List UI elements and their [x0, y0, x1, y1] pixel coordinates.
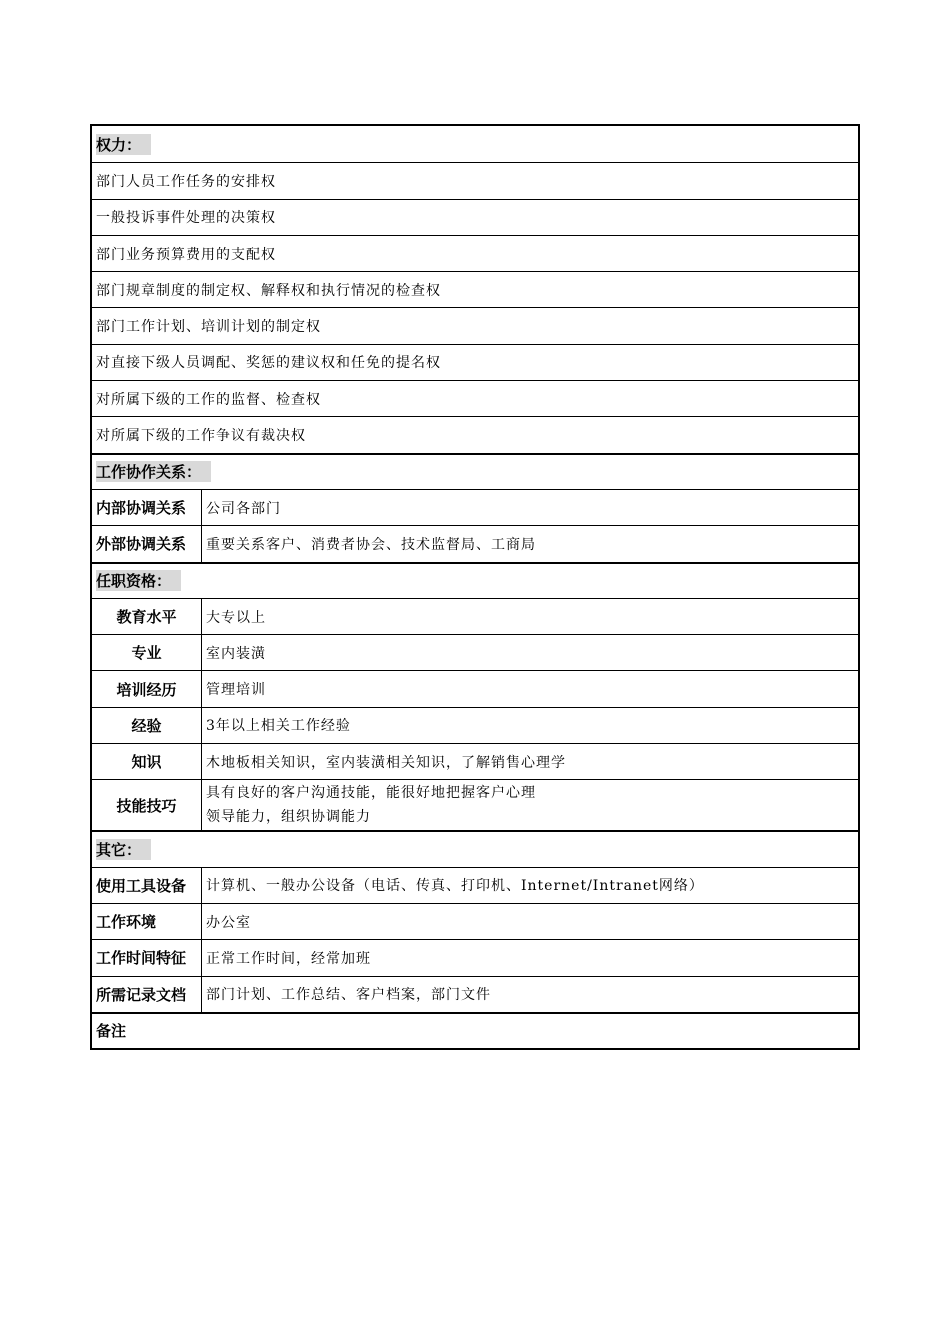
power-item — [92, 162, 858, 198]
power-text: 一般投诉事件处理的决策权 — [96, 210, 276, 227]
power-text: 对所属下级的工作争议有裁决权 — [96, 428, 306, 445]
field-label: 使用工具设备 — [92, 868, 202, 903]
other-row — [92, 903, 858, 939]
qualification-row — [92, 779, 858, 830]
field-value: 公司各部门 — [206, 500, 281, 517]
power-item — [92, 416, 858, 452]
relation-row — [92, 525, 858, 561]
section-title: 备注 — [96, 1022, 127, 1041]
other-row — [92, 867, 858, 903]
power-text: 对直接下级人员调配、奖惩的建议权和任免的提名权 — [96, 355, 441, 372]
field-value: 3年以上相关工作经验 — [206, 718, 351, 735]
section-title: 任职资格： — [96, 570, 181, 591]
field-value: 部门计划、工作总结、客户档案，部门文件 — [206, 987, 491, 1004]
other-row — [92, 976, 858, 1012]
section-title: 工作协作关系： — [96, 461, 211, 482]
field-value: 大专以上 — [206, 609, 266, 626]
power-item — [92, 344, 858, 380]
section-title: 其它： — [96, 839, 151, 860]
field-label: 工作环境 — [92, 904, 202, 939]
field-label: 培训经历 — [92, 671, 202, 706]
section-title: 权力： — [96, 134, 151, 155]
qualification-row — [92, 634, 858, 670]
section-header-powers — [92, 126, 858, 162]
power-text: 对所属下级的工作的监督、检查权 — [96, 391, 321, 408]
field-label: 知识 — [92, 744, 202, 779]
section-header-qualifications — [92, 562, 858, 598]
power-item — [92, 380, 858, 416]
field-value: 办公室 — [206, 914, 251, 931]
qualification-row — [92, 707, 858, 743]
power-item — [92, 235, 858, 271]
power-text: 部门人员工作任务的安排权 — [96, 173, 276, 190]
field-label: 外部协调关系 — [92, 526, 202, 561]
power-item — [92, 307, 858, 343]
qualification-row — [92, 670, 858, 706]
power-text: 部门工作计划、培训计划的制定权 — [96, 319, 321, 336]
power-item — [92, 271, 858, 307]
field-value: 管理培训 — [206, 682, 266, 699]
value-line: 领导能力，组织协调能力 — [206, 809, 371, 826]
field-label: 专业 — [92, 635, 202, 670]
field-value: 重要关系客户、消费者协会、技术监督局、工商局 — [206, 536, 536, 553]
field-value: 木地板相关知识，室内装潢相关知识，了解销售心理学 — [206, 754, 566, 771]
field-value: 计算机、一般办公设备（电话、传真、打印机、Internet/Intranet网络） — [206, 878, 704, 895]
other-row — [92, 939, 858, 975]
section-header-relations — [92, 453, 858, 489]
power-item — [92, 199, 858, 235]
field-value: 室内装潢 — [206, 645, 266, 662]
qualification-row — [92, 743, 858, 779]
section-header-others — [92, 830, 858, 866]
field-label: 所需记录文档 — [92, 977, 202, 1012]
qualification-row — [92, 598, 858, 634]
field-label: 工作时间特征 — [92, 940, 202, 975]
field-label: 内部协调关系 — [92, 490, 202, 525]
power-text: 部门规章制度的制定权、解释权和执行情况的检查权 — [96, 282, 441, 299]
field-value — [202, 780, 858, 830]
value-line: 具有良好的客户沟通技能，能很好地把握客户心理 — [206, 785, 536, 802]
field-value: 正常工作时间，经常加班 — [206, 950, 371, 967]
relation-row — [92, 489, 858, 525]
field-label: 技能技巧 — [92, 780, 202, 830]
field-label: 经验 — [92, 708, 202, 743]
job-description-table — [90, 124, 860, 1050]
field-label: 教育水平 — [92, 599, 202, 634]
section-header-remarks — [92, 1012, 858, 1048]
power-text: 部门业务预算费用的支配权 — [96, 246, 276, 263]
